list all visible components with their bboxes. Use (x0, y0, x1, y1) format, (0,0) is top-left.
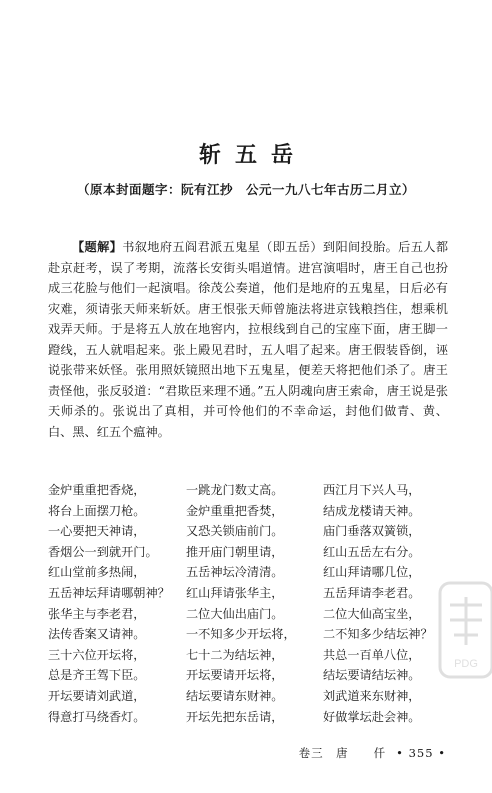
page-footer (299, 745, 446, 761)
verse-line: 好做掌坛赴会神。 (323, 709, 421, 724)
verse-line: 又恐关锁庙前门。 (186, 524, 284, 539)
verse-line: 红山拜请张华主， (186, 585, 284, 600)
verse-line: 一不知多少开坛将， (186, 627, 296, 642)
verse-line: 三十六位开坛将， (48, 647, 146, 662)
verse-line: 西江月下兴人马， (323, 483, 421, 497)
intro-label: 【题解】 (72, 240, 123, 254)
verse-line: 开坛先把东岳请， (186, 709, 284, 724)
page-number: • 355 • (396, 746, 446, 760)
verse-line: 红山堂前多热闹， (48, 565, 146, 580)
verse-line: 五岳神坛冷清清。 (186, 565, 284, 580)
verse-line: 得意打马绕香灯。 (48, 709, 146, 724)
verse-column-2 (186, 480, 323, 727)
intro-text: 书叙地府五阎君派五鬼星（即五岳）到阳间投胎。后五人都赴京赶考，误了考期，流落长安街头唱道情。进宫演唱时，唐王自己也扮成三花脸与他们一起演唱。徐茂公奏道，他们是地府的五鬼星，日后必有灾难，须请张天师来斩妖。唐王恨张天师曾施法将进京钱粮挡住，想乘机戏弄天师。于是将五人放在地窖内，拉根线到自己的宝座下面，唐王脚一蹬线，五人就唱起来。张上殿见君时，五人唱了起来。唐王假装昏倒，诬说张带来妖怪。张用照妖镜照出地下五鬼星，便差天将把他们杀了。唐王责怪他，张反驳道：“君欺臣来理不通。”五人阴魂向唐王索命，唐王说是张天师杀的。张说出了真相，并可怜他们的不幸命运，封他们做青、黄、白、黑、红五个瘟神。 (48, 240, 449, 439)
verse-line: 张华主与李老君， (48, 606, 146, 621)
verse-line: 红山拜请哪几位， (323, 565, 421, 580)
intro-paragraph (48, 237, 448, 442)
verse-line: 二不知多少结坛神？ (323, 627, 433, 642)
verse-line: 五岳拜请李老君。 (323, 585, 421, 600)
verse-line: 结成龙楼请天神。 (323, 503, 421, 518)
verse-line: 一心要把天神请， (48, 524, 146, 539)
verse-line: 红山五岳左右分。 (323, 544, 421, 559)
verse-table (48, 480, 448, 727)
page-title: 斩五岳 (198, 142, 307, 168)
verse-line: 香烟公一到就开门。 (48, 544, 158, 559)
verse-line: 一跳龙门数丈高。 (186, 483, 284, 497)
verse-line: 金炉重重把香焚， (186, 503, 284, 518)
verse-line: 二位大仙高宝坐， (323, 606, 421, 621)
watermark-label: PDG (454, 658, 478, 670)
verse-line: 将台上面摆刀枪。 (48, 503, 146, 518)
verse-column-1 (48, 480, 186, 727)
running-header: 卷三 唐 仟 (298, 746, 387, 760)
verse-line: 结坛要请东财神。 (186, 688, 284, 703)
verse-line: 总是齐王驾下臣。 (48, 668, 146, 683)
verse-line: 推开庙门朝里请， (186, 544, 284, 559)
verse-line: 庙门垂落双簧锁， (323, 524, 421, 539)
verse-line: 七十二为结坛神， (186, 647, 284, 662)
watermark-logo-icon (432, 575, 492, 685)
verse-line: 五岳神坛拜请哪朝神？ (48, 585, 170, 600)
verse-line: 二位大仙出庙门。 (186, 606, 284, 621)
verse-line: 共总一百单八位， (323, 647, 421, 662)
verse-line: 开坛要请刘武道， (48, 688, 146, 703)
page-subtitle: （原本封面题字：阮有江抄 公元一九八七年古历二月立） (76, 182, 415, 197)
verse-line: 金炉重重把香烧， (48, 483, 146, 497)
verse-column-3 (323, 480, 448, 727)
verse-line: 结坛要请结坛神。 (323, 668, 421, 683)
verse-line: 法传香案又请神。 (48, 627, 146, 642)
verse-line: 刘武道来东财神， (323, 688, 421, 703)
verse-line: 开坛要请开坛将， (186, 668, 284, 683)
